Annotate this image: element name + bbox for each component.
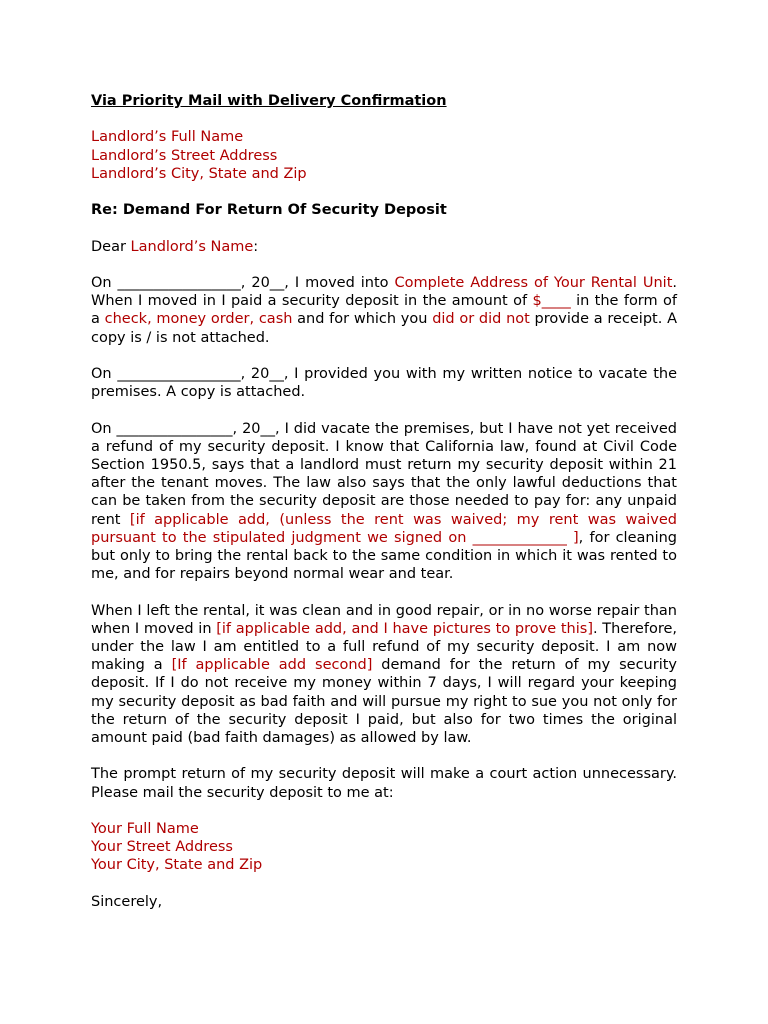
tenant-city: Your City, State and Zip (91, 857, 263, 874)
closing: Sincerely, (91, 893, 163, 910)
p1-text-5: provide a receipt. A copy is / is not attached. (91, 311, 677, 346)
p1-payment-form-placeholder: check, money order, cash (104, 311, 293, 328)
paragraph-move-in (91, 274, 677, 347)
landlord-street: Landlord’s Street Address (91, 147, 278, 164)
subject-line (91, 201, 677, 219)
subject-heading: Re: Demand For Return Of Security Deposit (91, 202, 447, 219)
p1-receipt-placeholder: did or did not (432, 311, 530, 328)
p1-rental-address-placeholder: Complete Address of Your Rental Unit (394, 274, 673, 291)
mail-method-heading: Via Priority Mail with Delivery Confirmation (91, 93, 447, 109)
landlord-name: Landlord’s Full Name (91, 129, 244, 146)
p3-waiver-placeholder: [if applicable add, (unless the rent was waived; my rent was waived pursuant to the stipulated judgment we signed on _____________ ] (91, 511, 677, 546)
letter-page (91, 92, 677, 929)
p4-text-1: When I left the rental, it was clean and in good repair, or in no worse repair than when I moved in (91, 602, 677, 637)
paragraph-vacate (91, 420, 677, 584)
mail-method-line (91, 92, 677, 110)
p1-text-2: . When I moved in I paid a security deposit in the amount of (91, 274, 677, 310)
p4-second-demand-placeholder: [If applicable add second] (171, 657, 373, 674)
p1-amount-placeholder: $____ (532, 293, 571, 310)
p4-text-3: demand for the return of my security deposit. If I do not receive my money within 7 days, I will regard your keeping my security deposit as bad faith and will pursue my right to sue you not only for the return of the security deposit I paid, but also for two times the original amount paid (bad faith damages) as allowed by law. (91, 657, 677, 746)
p5-text: The prompt return of my security deposit will make a court action unnecessary. Please mail the security deposit to me at: (91, 766, 677, 801)
landlord-address-block (91, 128, 677, 183)
p3-text-1: On ________________, 20__, I did vacate the premises, but I have not yet received a refund of my security deposit. I know that California law, found at Civil Code Section 1950.5, says that a landlord must return my security deposit within 21 after the tenant moves. The law also says that the only lawful deductions that can be taken from the security deposit are those needed to pay for: any unpaid rent (91, 420, 677, 528)
closing-line (91, 893, 677, 911)
paragraph-notice (91, 365, 677, 401)
p4-text-2: . Therefore, under the law I am entitled to a full refund of my security deposit. I am now making a (91, 620, 677, 674)
tenant-name: Your Full Name (91, 820, 199, 837)
paragraph-prompt-return (91, 765, 677, 801)
p4-pictures-placeholder: [if applicable add, and I have pictures to prove this] (216, 620, 593, 637)
p1-text-4: and for which you (292, 311, 433, 328)
landlord-city: Landlord’s City, State and Zip (91, 165, 307, 182)
paragraph-condition (91, 602, 677, 748)
salutation-suffix: : (253, 238, 259, 255)
p1-text-1: On _________________, 20__, I moved into (91, 274, 395, 291)
p2-text: On _________________, 20__, I provided you with my written notice to vacate the premises. A copy is attached. (91, 365, 677, 401)
p1-text-3: in the form of a (91, 293, 677, 328)
salutation (91, 238, 677, 256)
p3-text-2: , for cleaning but only to bring the rental back to the same condition in which it was rented to me, and for repairs beyond normal wear and tear. (91, 529, 678, 583)
tenant-address-block (91, 820, 677, 875)
salutation-landlord-name: Landlord’s Name (130, 238, 254, 255)
salutation-prefix: Dear (91, 238, 131, 255)
tenant-street: Your Street Address (91, 839, 233, 856)
